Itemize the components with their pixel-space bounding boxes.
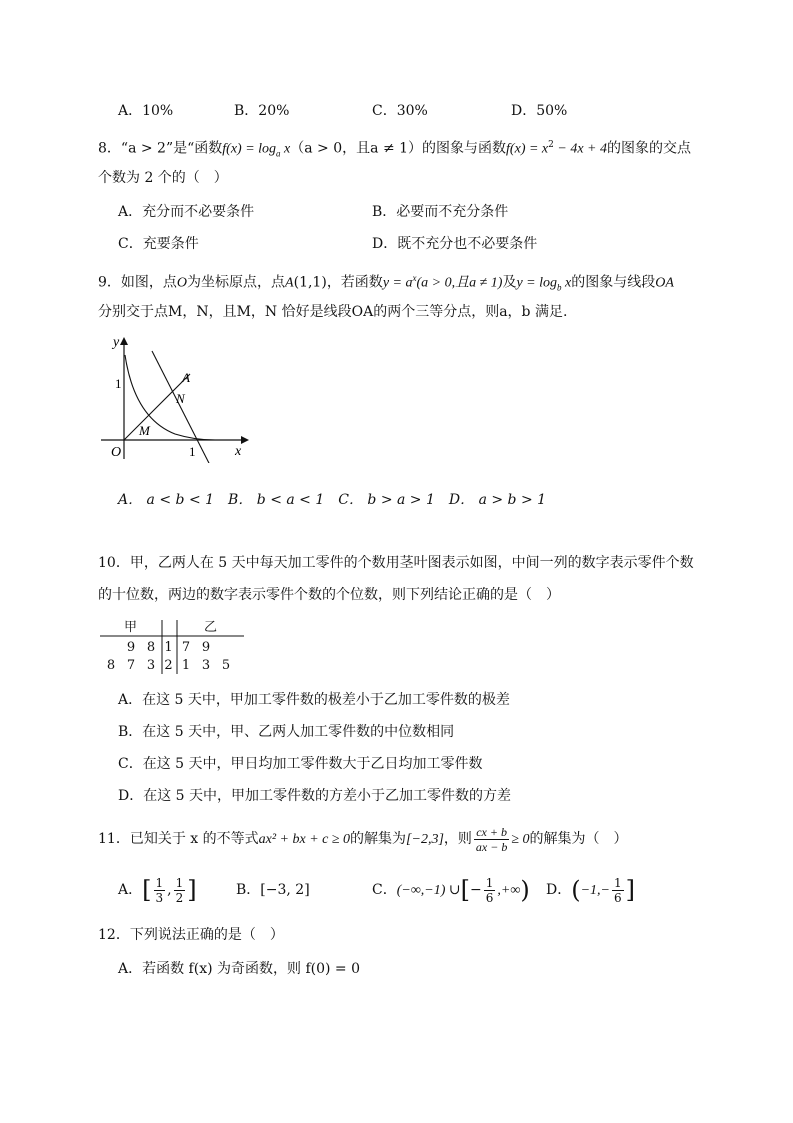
- frac-num: 1: [485, 875, 494, 890]
- q10-option-c: C．在这 5 天中，甲日均加工零件数大于乙日均加工零件数: [118, 756, 483, 772]
- q11-frac-den: ax − b: [475, 839, 508, 854]
- q9-func2: y = log: [516, 275, 558, 291]
- q10-stem-line1: 10．甲，乙两人在 5 天中每天加工零件的个数用茎叶图表示如图，中间一列的数字表示零件个数: [98, 555, 694, 571]
- q11-option-a: [118, 873, 197, 907]
- q8-option-b: B．必要而不充分条件: [372, 204, 509, 220]
- q9-text-d: 及: [502, 274, 517, 291]
- q9-stem-line2: 分别交于点M，N，且M，N 恰好是线段OA的两个三等分点，则a，b 满足.: [98, 304, 568, 320]
- q10-option-b: B．在这 5 天中，甲、乙两人加工零件数的中位数相同: [118, 724, 455, 740]
- q9-text-b: 为坐标原点，点: [187, 274, 286, 291]
- q7-option-a: A．10%: [118, 103, 174, 119]
- q9-text-a: 如图，点: [120, 274, 177, 291]
- q11-stem: [98, 822, 628, 857]
- q8-paren: （a > 0，且a ≠ 1）的图象与函数: [290, 140, 507, 157]
- q9-func1-exp: x: [412, 273, 417, 283]
- q9-point-o: O: [176, 275, 188, 291]
- frac-num: 1: [614, 875, 622, 890]
- stem-head-right: 乙: [204, 620, 218, 635]
- q11-opt-d-label: D．: [546, 882, 572, 898]
- q8-option-c: C．充要条件: [118, 236, 199, 252]
- q9-func2-base: b: [557, 282, 562, 293]
- q7-option-c: C．30%: [372, 103, 428, 119]
- q8-tail: 的图象的交点: [606, 140, 691, 157]
- q8-func2-rest: − 4x + 4: [553, 141, 607, 157]
- q9-func1-cond: (a > 0,且a ≠ 1): [416, 275, 503, 291]
- q10-option-a: A．在这 5 天中，甲加工零件数的极差小于乙加工零件数的极差: [118, 692, 510, 708]
- bracket-close: ]: [187, 876, 197, 904]
- q10-stem-line2: 的十位数，两边的数字表示零件个数的个位数，则下列结论正确的是（ ）: [98, 587, 560, 603]
- q11-opt-d-pre: −1,−: [580, 883, 611, 898]
- q9-func1: y = a: [382, 275, 413, 291]
- q9-text-e: 的图象与线段: [571, 274, 656, 291]
- q11-option-c: [372, 873, 530, 908]
- q11-inequality: ax² + bx + c ≥ 0: [258, 832, 351, 847]
- label-x: x: [235, 444, 242, 459]
- q8-stem-line2: 个数为 2 个的（ ）: [98, 170, 228, 186]
- frac-1-3: [154, 876, 166, 905]
- q9-text-c: ，若函数: [326, 274, 383, 291]
- q8-func1-var: x: [280, 141, 291, 157]
- bracket-close: ]: [625, 876, 636, 904]
- q8-number: 8．: [98, 140, 121, 157]
- label-y-one: 1: [115, 376, 122, 391]
- q11-fraction: [474, 825, 509, 854]
- frac-den: 3: [155, 890, 164, 905]
- label-x-one: 1: [189, 444, 196, 459]
- q9-segment-oa: OA: [655, 275, 674, 291]
- q11-opt-c-post: ,+∞: [497, 883, 521, 898]
- q11-frac-num: cx + b: [474, 825, 509, 840]
- leaf-right: 3: [201, 658, 211, 673]
- log-curve: [152, 351, 214, 463]
- q12-option-a: A．若函数 f(x) 为奇函数，则 f(0) = 0: [118, 961, 361, 977]
- leaf-left: 8: [146, 640, 156, 655]
- frac-den: 6: [485, 890, 494, 905]
- leaf-right: 9: [201, 640, 211, 655]
- bracket-open: [: [142, 876, 152, 904]
- q11-option-d: [546, 873, 635, 908]
- q11-solution-set: [−2,3]: [406, 832, 444, 847]
- leaf-left: 3: [146, 658, 156, 673]
- separator: ,: [167, 882, 172, 898]
- minus-sign: −: [470, 882, 482, 898]
- frac-num: 1: [175, 875, 184, 890]
- q11-text-b: 的解集为: [350, 831, 407, 847]
- label-a: A: [182, 370, 190, 385]
- frac-1-2: [174, 876, 186, 905]
- q8-condition: “a > 2”是“函数: [120, 140, 223, 157]
- leaf-right: 7: [181, 640, 191, 655]
- x-axis-arrow: [241, 436, 249, 444]
- frac-den: 2: [175, 890, 184, 905]
- q7-option-d: D．50%: [511, 103, 568, 119]
- q9-stem-line1: [98, 268, 674, 297]
- frac-den: 6: [614, 890, 622, 905]
- y-axis-arrow: [120, 337, 128, 345]
- label-m: M: [139, 423, 150, 438]
- q9-graph: [95, 333, 255, 463]
- q9-options: A． a < b < 1 B． b < a < 1 C． b > a > 1 D． a > b > 1: [118, 492, 547, 508]
- leaf-left: 7: [126, 658, 136, 673]
- q8-func1-base: a: [276, 148, 281, 159]
- leaf-right: 1: [181, 658, 191, 673]
- frac-num: 1: [155, 875, 164, 890]
- stem-head-left: 甲: [124, 620, 138, 635]
- paren-open: (: [571, 876, 581, 904]
- q8-func2: f(x) = x: [506, 141, 549, 157]
- label-n: N: [176, 391, 185, 406]
- stem-value: 2: [164, 658, 173, 673]
- q8-option-d: D．既不充分也不必要条件: [372, 236, 538, 252]
- q12-stem: 12．下列说法正确的是（ ）: [98, 927, 284, 943]
- q11-opt-c-label: C．: [372, 882, 397, 898]
- frac-1-6: [612, 876, 624, 905]
- q11-opt-a-label: A．: [118, 882, 143, 898]
- stem-row-2: [101, 657, 236, 674]
- label-y: y: [113, 335, 120, 350]
- q11-text-d: 的解集为（ ）: [529, 831, 628, 847]
- leaf-right: 5: [221, 658, 231, 673]
- q9-number: 9．: [98, 274, 121, 291]
- paren-close: ): [520, 876, 530, 904]
- q11-option-b: B．[−3, 2]: [236, 882, 310, 898]
- stem-row-1: [101, 639, 236, 656]
- q9-point-a-coord: (1,1): [293, 274, 327, 291]
- q9-func2-var: x: [561, 275, 572, 291]
- bracket-open: [: [460, 876, 471, 904]
- q8-stem-line1: [98, 135, 691, 163]
- q8-func1: f(x) = log: [222, 141, 277, 157]
- q7-option-b: B．20%: [234, 103, 290, 119]
- q8-option-a: A．充分而不必要条件: [118, 204, 255, 220]
- q11-ge: ≥ 0: [511, 832, 530, 847]
- frac-1-6: [484, 876, 496, 905]
- q9-point-a: A: [285, 275, 294, 291]
- label-origin: O: [111, 445, 122, 460]
- leaf-left: 8: [106, 658, 116, 673]
- q11-text-c: ，则: [443, 831, 472, 847]
- stem-value: 1: [164, 640, 173, 655]
- leaf-left: 9: [126, 640, 136, 655]
- q10-option-d: D．在这 5 天中，甲加工零件数的方差小于乙加工零件数的方差: [118, 788, 512, 804]
- q8-func2-exp: 2: [548, 140, 554, 150]
- q11-text-a: 11．已知关于 x 的不等式: [98, 831, 259, 847]
- q11-opt-c-pre: (−∞,−1) ∪: [396, 883, 461, 898]
